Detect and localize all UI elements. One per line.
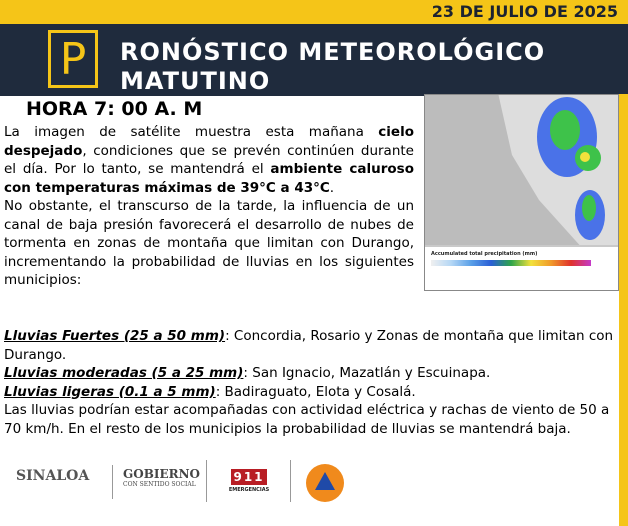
title-line-1: RONÓSTICO METEOROLÓGICO (120, 38, 546, 66)
rain-category: Lluvias ligeras (0.1 a 5 mm) (4, 383, 216, 400)
rain-category: Lluvias Fuertes (25 a 50 mm) (4, 328, 226, 344)
rain-item (4, 364, 616, 383)
rain-item (4, 383, 616, 402)
gobierno-subtext: CON SENTIDO SOCIAL (123, 481, 196, 488)
intro-text-part: La imagen de satélite muestra esta mañana (4, 124, 379, 140)
intro-text-part: , condiciones que se prevén continúen durante el día. Por lo tanto, se mantendrá el (4, 142, 414, 177)
precipitation-map (424, 94, 619, 291)
rain-municipalities: : San Ignacio, Mazatlán y Escuinapa. (243, 365, 491, 381)
e911-number: 911 (233, 470, 265, 484)
emergencias-911-logo (228, 466, 270, 498)
closing-paragraph: Las lluvias podrían estar acompañadas con actividad eléctrica y rachas de viento de 50 a 70 km/h. En el resto de los municipios la probabilidad de lluvias se mantendrá baja. (4, 402, 610, 437)
legend-title: Accumulated total precipitation (mm) (431, 251, 538, 257)
divider (206, 460, 207, 502)
intro-text-part: . (329, 179, 335, 196)
rain-area (580, 152, 590, 162)
intro-bold: ambiente caluroso con temperaturas máximas de 39°C a 43°C (4, 161, 414, 196)
rain-area (550, 110, 580, 150)
rain-category: Lluvias moderadas (5 a 25 mm) (4, 365, 244, 381)
e911-subtext: EMERGENCIAS (228, 487, 270, 493)
divider (112, 465, 113, 499)
rain-municipalities: : Concordia, Rosario y Zonas de montaña que limitan con Durango. (4, 328, 614, 363)
map-legend (425, 247, 618, 291)
proteccion-civil-icon (306, 464, 344, 502)
legend-color-bar (431, 260, 591, 266)
rain-forecast (4, 327, 616, 438)
sinaloa-logo: SINALOA (16, 468, 90, 484)
rain-area (582, 195, 596, 221)
date-label: 23 DE JULIO DE 2025 (431, 2, 618, 21)
gobierno-logo (123, 467, 200, 488)
intro-text (4, 123, 414, 290)
time-label: HORA 7: 00 A. M (26, 98, 203, 120)
forecast-paragraph: No obstante, el transcurso de la tarde, la influencia de un canal de baja presión favorecerá el desarrollo de nubes de tormenta en zonas de montaña que limitan con Durango, incrementando la probabilidad de lluvias en los siguientes municipios: (4, 198, 414, 288)
rain-municipalities: : Badiraguato, Elota y Cosalá. (215, 383, 416, 400)
title-initial-box: P (48, 30, 98, 88)
side-stripe (619, 94, 628, 526)
title-line-2: MATUTINO (120, 67, 271, 95)
page-title (120, 38, 545, 96)
divider (290, 460, 291, 502)
gobierno-text: GOBIERNO (123, 467, 200, 481)
intro-bold: cielo despejado (4, 124, 414, 159)
rain-item (4, 327, 616, 364)
